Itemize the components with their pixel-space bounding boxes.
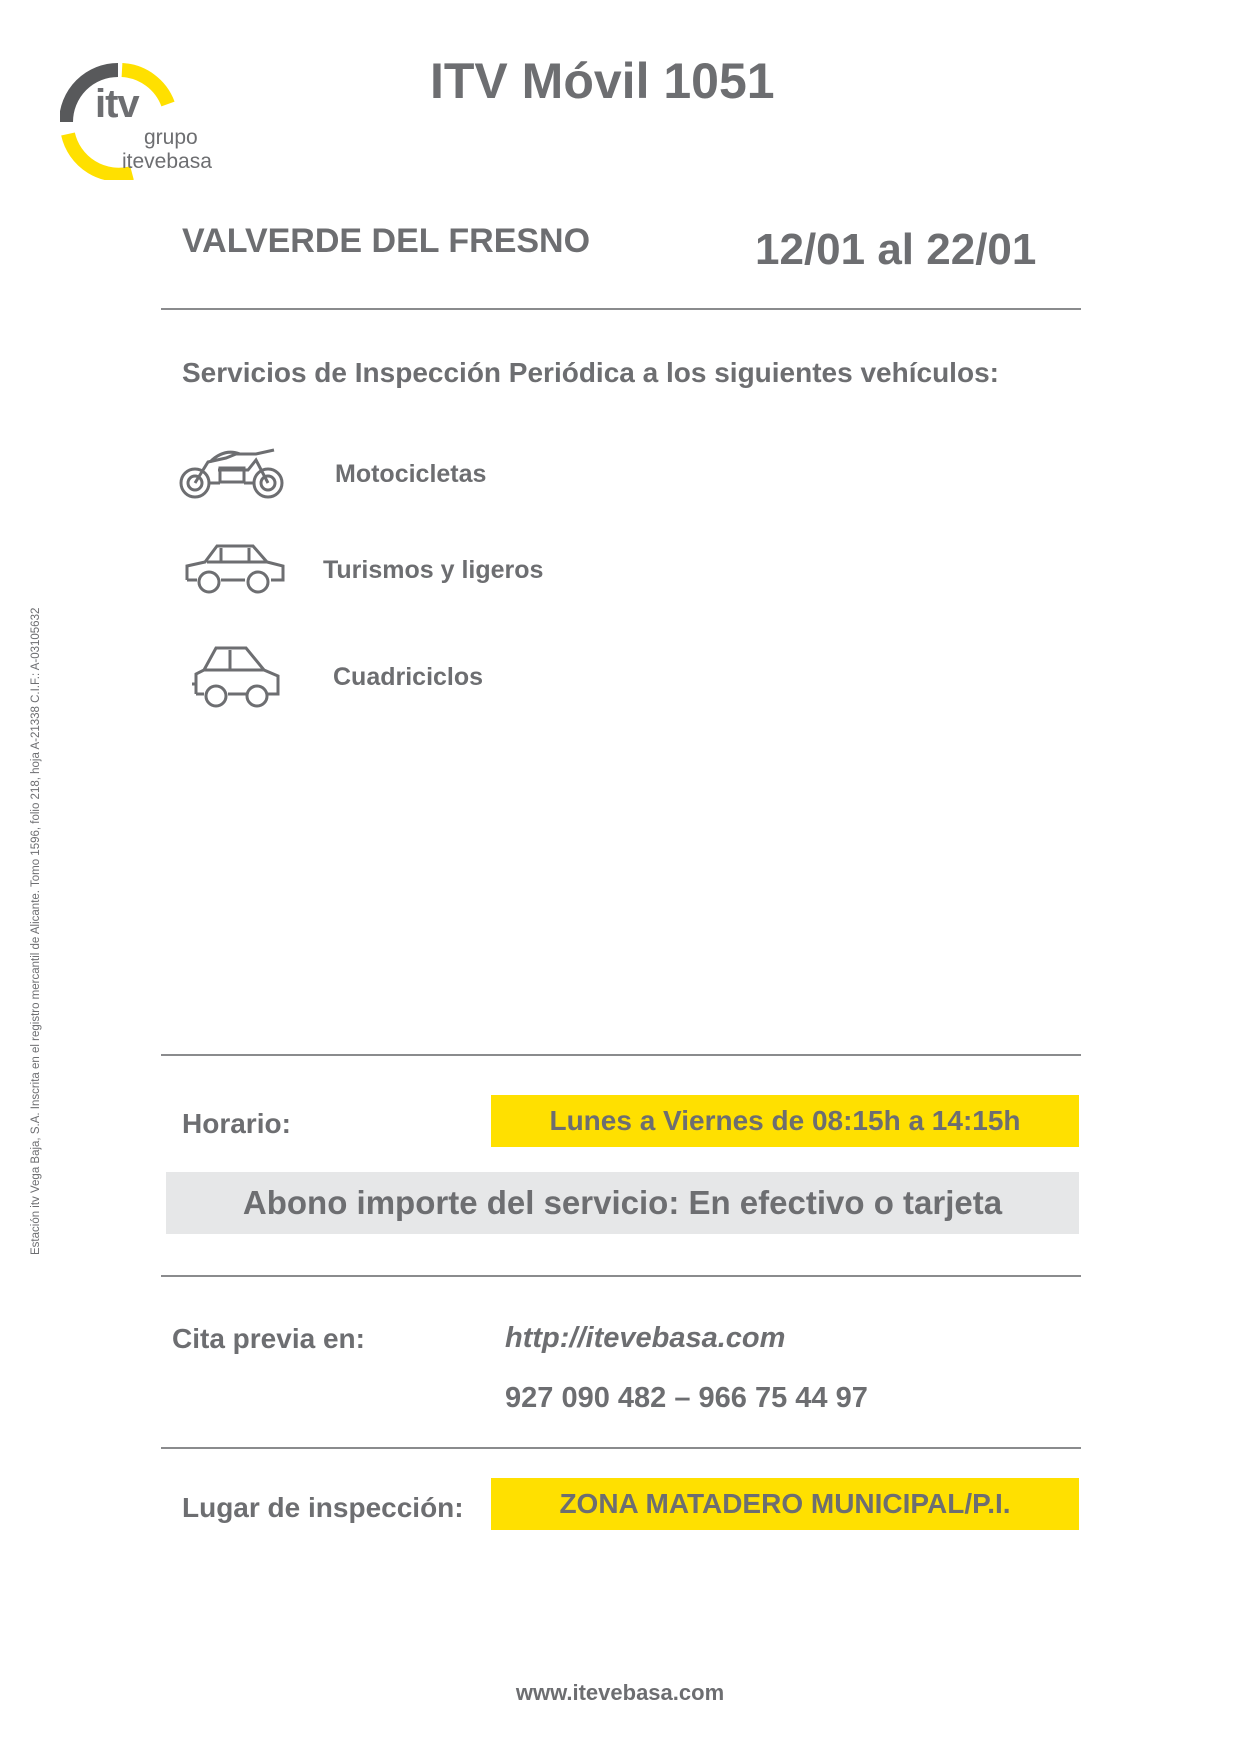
divider <box>161 308 1081 310</box>
vehicle-item-motorcycle <box>178 440 288 507</box>
logo-brand-text: itv <box>95 82 139 126</box>
logo-group-line2: itevebasa <box>122 150 212 173</box>
schedule-value: Lunes a Viernes de 08:15h a 14:15h <box>491 1095 1079 1147</box>
logo-group-line1: grupo <box>144 126 198 149</box>
payment-banner: Abono importe del servicio: En efectivo o tarjeta <box>166 1172 1079 1234</box>
appointment-link[interactable]: http://itevebasa.com <box>505 1322 786 1354</box>
side-legal-text: Estación itv Vega Baja, S.A. Inscrita en el registro mercantil de Alicante. Tomo 1596, folio 218, hoja A-21338 C.I.F.: A-03105632 <box>30 607 42 1255</box>
date-range: 12/01 al 22/01 <box>755 225 1037 274</box>
vehicle-label-motorcycle: Motocicletas <box>335 460 487 488</box>
page-title: ITV Móvil 1051 <box>430 53 775 109</box>
car-icon <box>183 540 287 596</box>
appointment-label: Cita previa en: <box>172 1323 365 1354</box>
divider <box>161 1447 1081 1449</box>
footer-website-link[interactable]: www.itevebasa.com <box>515 1680 725 1705</box>
services-heading: Servicios de Inspección Periódica a los siguientes vehículos: <box>182 357 999 388</box>
vehicle-label-quadricycle: Cuadriciclos <box>333 663 484 691</box>
quadricycle-icon <box>192 644 284 708</box>
divider <box>161 1275 1081 1277</box>
appointment-phones: 927 090 482 – 966 75 44 97 <box>505 1382 868 1414</box>
vehicle-item-quadricycle <box>192 644 284 713</box>
location-label: Lugar de inspección: <box>182 1492 464 1523</box>
company-logo <box>60 60 220 180</box>
vehicle-label-car: Turismos y ligeros <box>323 556 544 584</box>
town-name: VALVERDE DEL FRESNO <box>182 222 591 260</box>
schedule-label: Horario: <box>182 1108 291 1139</box>
motorcycle-icon <box>178 440 288 502</box>
divider <box>161 1054 1081 1056</box>
location-value: ZONA MATADERO MUNICIPAL/P.I. <box>491 1478 1079 1530</box>
vehicle-item-car <box>183 540 287 601</box>
